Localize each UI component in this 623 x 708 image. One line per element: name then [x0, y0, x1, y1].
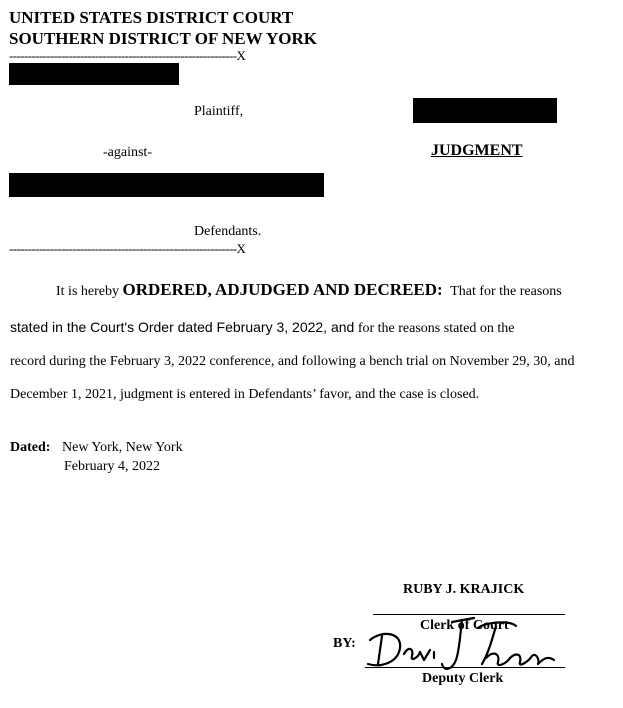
body-intro: It is hereby	[56, 284, 119, 299]
dated-date: February 4, 2022	[64, 459, 161, 474]
body-line2-order: stated in the Court's Order dated February 3, 2022, and	[10, 319, 355, 335]
redacted-case-number	[413, 98, 557, 123]
clerk-title: Clerk of Court	[420, 618, 509, 633]
judgment-title: JUDGMENT	[431, 142, 523, 159]
caption-separator-bottom: -------------------------------------------------------------X	[9, 241, 246, 256]
against-label: -against-	[103, 145, 152, 160]
body-decree: ORDERED, ADJUDGED AND DECREED:	[122, 280, 443, 299]
court-district: SOUTHERN DISTRICT OF NEW YORK	[9, 29, 317, 48]
dated-label: Dated:	[10, 440, 51, 455]
redacted-defendants-names	[9, 173, 324, 197]
body-line2-rest: for the reasons stated on the	[357, 321, 515, 336]
judgment-body-line-2	[10, 319, 515, 337]
court-name: UNITED STATES DISTRICT COURT	[9, 8, 294, 27]
judgment-body-line-1	[56, 280, 562, 300]
judgment-body-line-3: record during the February 3, 2022 conference, and following a bench trial on November 29, 30, and	[10, 354, 575, 369]
by-label: BY:	[333, 636, 356, 651]
clerk-name: RUBY J. KRAJICK	[403, 582, 525, 597]
deputy-title: Deputy Clerk	[422, 671, 504, 686]
dated-place: New York, New York	[62, 440, 183, 455]
redacted-plaintiff-name	[9, 63, 179, 85]
caption-separator-top: -------------------------------------------------------------X	[9, 48, 246, 63]
defendants-label: Defendants.	[194, 224, 262, 239]
judgment-body-line-4: December 1, 2021, judgment is entered in Defendants’ favor, and the case is closed.	[10, 387, 480, 402]
plaintiff-label: Plaintiff,	[194, 104, 244, 119]
handwritten-signature	[360, 614, 560, 676]
body-after-decree: That for the reasons	[450, 284, 562, 299]
